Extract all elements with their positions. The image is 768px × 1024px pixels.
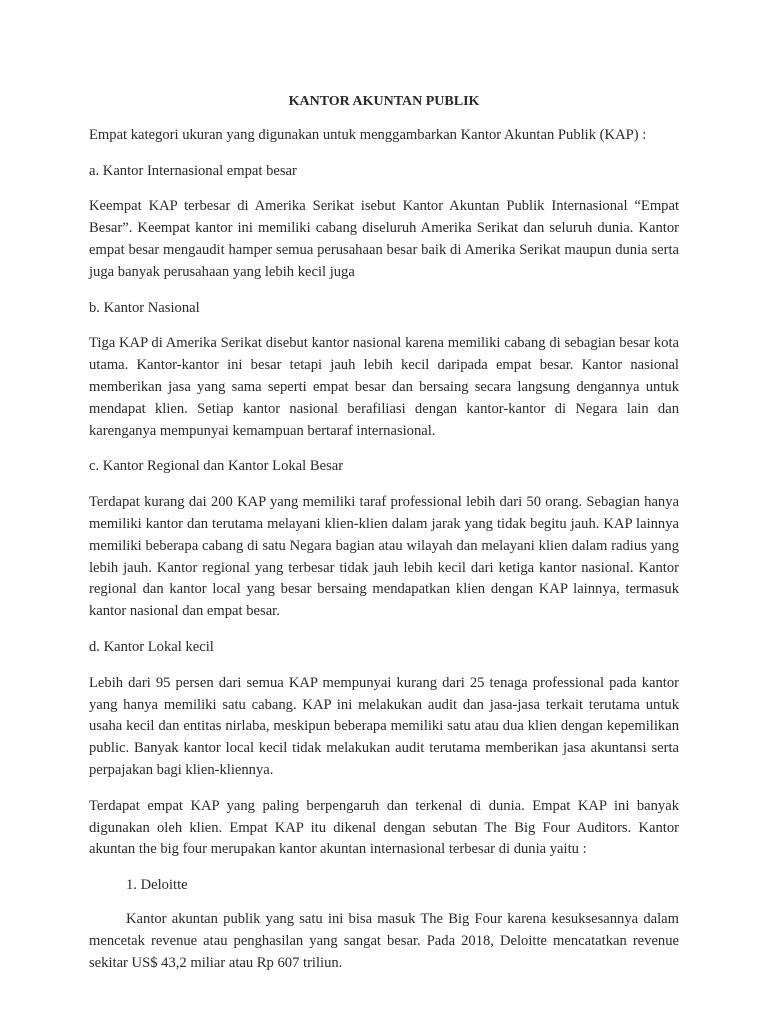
heading-a: a. Kantor Internasional empat besar: [89, 162, 297, 179]
paragraph-d: Lebih dari 95 persen dari semua KAP mempunyai kurang dari 25 tenaga professional pada kantor yang hanya memiliki satu cabang. KAP ini melakukan audit dan jasa-jasa terkait terutama untuk usaha kecil dan entitas nirlaba, meskipun beberapa memiliki satu atau dua klien dengan kepemilikan public. Banyak kantor local kecil tidak melakukan audit terutama memberikan jasa akuntansi serta perpajakan bagi klien-kliennya.: [89, 674, 679, 778]
intro-text: Empat kategori ukuran yang digunakan untuk menggambarkan Kantor Akuntan Publik (KAP) :: [89, 126, 647, 143]
heading-b: b. Kantor Nasional: [89, 299, 200, 316]
paragraph-b: Tiga KAP di Amerika Serikat disebut kantor nasional karena memiliki cabang di sebagian besar kota utama. Kantor-kantor ini besar tetapi jauh lebih kecil daripada empat besar. Kantor nasional memberikan jasa yang sama seperti empat besar dan bersaing secara langsung dengannya untuk mendapat klien. Setiap kantor nasional berafiliasi dengan kantor-kantor di Negara lain dan karenganya mempunyai kemampuan bertaraf internasional.: [89, 335, 679, 439]
paragraph-c: Terdapat kurang dai 200 KAP yang memiliki taraf professional lebih dari 50 orang. Sebagian hanya memiliki kantor dan terutama melayani klien-klien dalam jarak yang tidak begitu jauh. KAP lainnya memiliki beberapa cabang di satu Negara bagian atau wilayah dan melayani klien dalam radius yang lebih jauh. Kantor regional yang terbesar tidak jauh lebih kecil dari ketiga kantor nasional. Kantor regional dan kantor local yang besar bersaing mendapatkan klien dengan KAP lainnya, termasuk kantor nasional dan empat besar.: [89, 494, 679, 620]
paragraph-a: Keempat KAP terbesar di Amerika Serikat isebut Kantor Akuntan Publik Internasional “Empat Besar”. Keempat kantor ini memiliki cabang diseluruh Amerika Serikat dan seluruh dunia. Kantor empat besar mengaudit hamper semua perusahaan besar baik di Amerika Serikat maupun dunia serta juga banyak perusahaan yang lebih kecil juga: [89, 198, 679, 280]
document-page: [89, 91, 679, 988]
heading-d: d. Kantor Lokal kecil: [89, 638, 214, 655]
list-item-deloitte: 1. Deloitte: [126, 877, 188, 894]
heading-c: c. Kantor Regional dan Kantor Lokal Besar: [89, 458, 344, 475]
paragraph-deloitte: Kantor akuntan publik yang satu ini bisa masuk The Big Four karena kesuksesannya dalam mencetak revenue atau penghasilan yang sangat besar. Pada 2018, Deloitte mencatatkan revenue sekitar US$ 43,2 miliar atau Rp 607 triliun.: [89, 910, 679, 971]
paragraph-big-four: Terdapat empat KAP yang paling berpengaruh dan terkenal di dunia. Empat KAP ini banyak digunakan oleh klien. Empat KAP itu dikenal dengan sebutan The Big Four Auditors. Kantor akuntan the big four merupakan kantor akuntan internasional terbesar di dunia yaitu :: [89, 797, 679, 858]
document-title: KANTOR AKUNTAN PUBLIK: [288, 94, 480, 109]
